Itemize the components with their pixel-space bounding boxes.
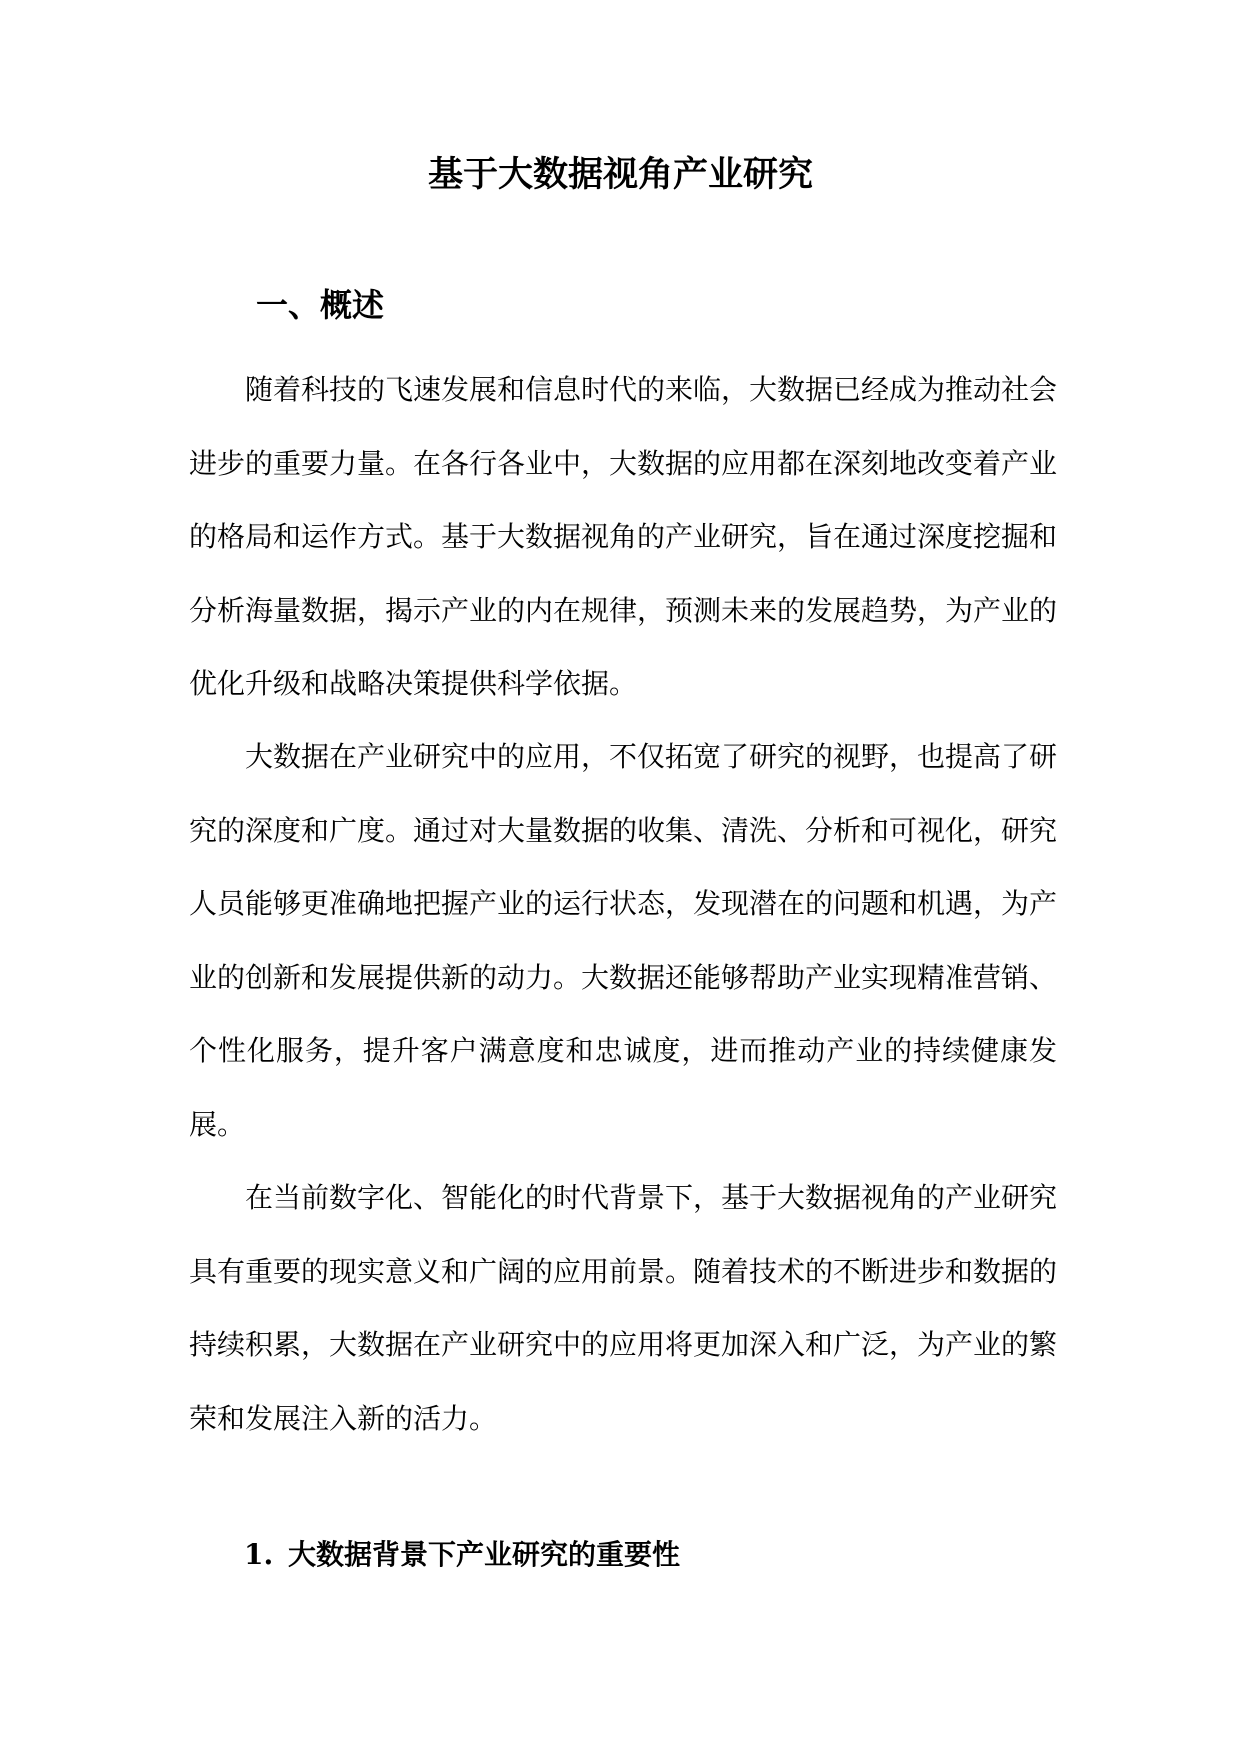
document-title: 基于大数据视角产业研究 <box>427 154 813 195</box>
paragraph-3: 在当前数字化、智能化的时代背景下，基于大数据视角的产业研究具有重要的现实意义和广阔的应用前景。随着技术的不断进步和数据的持续积累，大数据在产业研究中的应用将更加深入和广泛，为产业的繁荣和发展注入新的活力。 <box>189 1181 1058 1435</box>
section-heading-overview: 一、概述 <box>256 286 385 324</box>
paragraph-1: 随着科技的飞速发展和信息时代的来临，大数据已经成为推动社会进步的重要力量。在各行各业中，大数据的应用都在深刻地改变着产业的格局和运作方式。基于大数据视角的产业研究，旨在通过深度挖掘和分析海量数据，揭示产业的内在规律，预测未来的发展趋势，为产业的优化升级和战略决策提供科学依据。 <box>189 373 1058 700</box>
subsection-number: 1. <box>244 1538 274 1571</box>
subsection-heading <box>244 1533 680 1577</box>
subsection-title: 大数据背景下产业研究的重要性 <box>288 1538 681 1571</box>
paragraph-2: 大数据在产业研究中的应用，不仅拓宽了研究的视野，也提高了研究的深度和广度。通过对大量数据的收集、清洗、分析和可视化，研究人员能够更准确地把握产业的运行状态，发现潜在的问题和机遇，为产业的创新和发展提供新的动力。大数据还能够帮助产业实现精准营销、个性化服务，提升客户满意度和忠诚度，进而推动产业的持续健康发展。 <box>189 740 1058 1141</box>
